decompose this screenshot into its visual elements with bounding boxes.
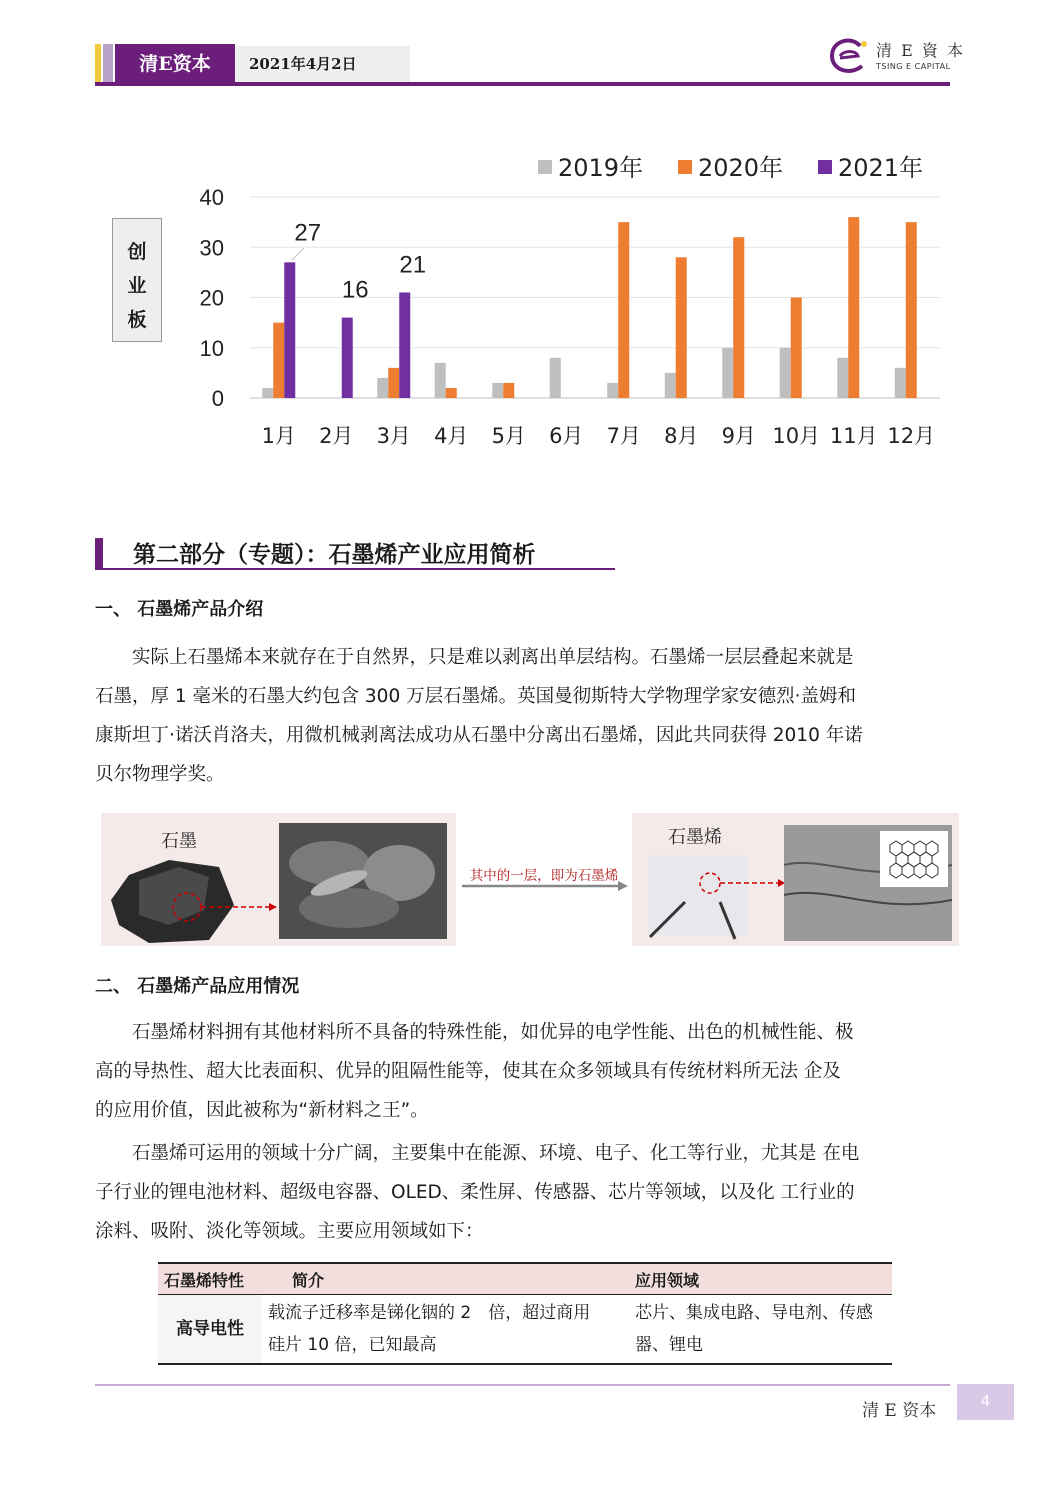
y-tick-label: 10	[199, 335, 224, 361]
y-tick-label: 40	[199, 185, 224, 210]
legend-label: 2019年	[558, 154, 644, 182]
paragraph-line: 石墨烯可运用的领域十分广阔，主要集中在能源、环境、电子、化工等行业，尤其是 在电	[132, 1143, 860, 1164]
section-marker	[95, 538, 103, 568]
table-header-intro: 简介	[262, 1263, 629, 1295]
subheading-applications: 二、 石墨烯产品应用情况	[95, 976, 300, 997]
bar	[388, 368, 399, 398]
table-header-fields: 应用领域	[629, 1263, 892, 1295]
bar	[837, 358, 848, 398]
x-tick-label: 2月	[319, 424, 354, 448]
x-tick-label: 9月	[721, 424, 756, 448]
page-number: 4	[957, 1384, 1014, 1420]
paragraph-line: 石墨烯材料拥有其他材料所不具备的特殊性能，如优异的电学性能、出色的机械性能、极	[132, 1022, 854, 1043]
header-accent-bar	[95, 44, 101, 84]
side-label-char: 业	[127, 275, 147, 297]
bar	[273, 323, 284, 398]
figure-label-graphite: 石墨	[161, 831, 197, 852]
bar	[791, 298, 802, 399]
bar	[342, 318, 353, 398]
graphene-tem-image	[784, 825, 952, 941]
bar	[722, 348, 733, 398]
header-brand: 清E资本	[115, 44, 235, 84]
bar	[446, 388, 457, 398]
x-tick-label: 7月	[606, 424, 641, 448]
bar	[399, 292, 410, 398]
applications-table	[158, 1262, 892, 1365]
bar	[492, 383, 503, 398]
logo-text-en: TSING E CAPITAL	[876, 62, 951, 71]
logo-e-icon	[826, 34, 870, 78]
x-tick-label: 4月	[434, 424, 469, 448]
x-tick-label: 12月	[887, 424, 936, 448]
x-tick-label: 5月	[491, 424, 526, 448]
figure-arrow-label: 其中的一层，即为石墨烯	[469, 868, 619, 884]
x-tick-label: 8月	[664, 424, 699, 448]
table-row	[158, 1295, 892, 1365]
data-label: 21	[399, 251, 427, 279]
table-cell-property: 高导电性	[158, 1295, 262, 1365]
paragraph-fields	[95, 1134, 957, 1251]
paragraph-line: 石墨，厚 1 毫米的石墨大约包含 300 万层石墨烯。英国曼彻斯特大学物理学家安德烈·盖姆和	[95, 686, 856, 707]
paragraph-line: 高的导热性、超大比表面积、优异的阻隔性能等，使其在众多领域具有传统材料所无法 企及	[95, 1061, 841, 1082]
chart-side-label	[112, 218, 162, 342]
bar	[848, 217, 859, 398]
data-label: 27	[294, 219, 322, 247]
bar	[377, 378, 388, 398]
footer-divider	[95, 1384, 950, 1386]
paragraph-properties	[95, 1013, 957, 1130]
table-cell-fields	[629, 1295, 892, 1365]
paragraph-line: 涂料、吸附、淡化等领域。主要应用领域如下：	[95, 1221, 484, 1242]
footer-brand: 清 E 资本	[862, 1401, 937, 1421]
table-cell-intro	[262, 1295, 629, 1365]
bar	[550, 358, 561, 398]
figure-graphite-panel	[101, 813, 456, 946]
data-label-leader	[292, 248, 304, 260]
legend-label: 2021年	[838, 154, 924, 182]
bar	[906, 222, 917, 398]
paragraph-line: 的应用价值，因此被称为“新材料之王”。	[95, 1100, 429, 1121]
cell-line: 器、锂电	[635, 1335, 703, 1355]
y-tick-label: 0	[211, 386, 224, 411]
legend-swatch	[538, 160, 552, 174]
side-label-char: 创	[127, 241, 147, 263]
header-date: 2021年4月2日	[235, 46, 410, 82]
paragraph-intro	[95, 638, 957, 794]
bar	[435, 363, 446, 398]
paragraph-line: 康斯坦丁·诺沃肖洛夫，用微机械剥离法成功从石墨中分离出石墨烯，因此共同获得 2010 年诺	[95, 725, 863, 746]
x-tick-label: 6月	[549, 424, 584, 448]
graphite-rock-image	[109, 855, 279, 945]
x-tick-label: 1月	[261, 424, 296, 448]
legend-swatch	[678, 160, 692, 174]
bar	[618, 222, 629, 398]
x-tick-label: 3月	[376, 424, 411, 448]
bar	[895, 368, 906, 398]
subheading-product-intro: 一、 石墨烯产品介绍	[95, 599, 264, 620]
figure-label-graphene: 石墨烯	[668, 827, 722, 848]
cell-line: 载流子迁移率是锑化铟的 2 倍，超过商用	[268, 1303, 591, 1323]
cell-line: 硅片 10 倍，已知最高	[268, 1335, 437, 1355]
legend-swatch	[818, 160, 832, 174]
x-tick-label: 11月	[829, 424, 878, 448]
side-label-char: 板	[127, 309, 147, 331]
bar	[284, 262, 295, 398]
bar-chart	[100, 140, 960, 460]
paragraph-line: 实际上石墨烯本来就存在于自然界，只是难以剥离出单层结构。石墨烯一层层叠起来就是	[132, 647, 854, 668]
paragraph-line: 贝尔物理学奖。	[95, 764, 225, 785]
bar	[780, 348, 791, 398]
bar	[503, 383, 514, 398]
bar	[607, 383, 618, 398]
header-accent-bar-light	[103, 44, 113, 84]
table-header-property: 石墨烯特性	[158, 1263, 262, 1295]
graphite-sem-image	[279, 823, 447, 939]
y-tick-label: 30	[199, 235, 224, 261]
figure-graphene-panel	[632, 813, 959, 946]
bar	[665, 373, 676, 398]
x-tick-label: 10月	[772, 424, 821, 448]
bar	[676, 257, 687, 398]
data-label: 16	[341, 276, 369, 304]
logo-text-cn: 清 E 資 本	[876, 41, 965, 60]
section-title: 第二部分（专题）：石墨烯产业应用简析	[133, 542, 536, 568]
graphene-tape-image	[640, 847, 785, 943]
cell-line: 芯片、集成电路、导电剂、传感	[635, 1303, 873, 1323]
paragraph-line: 子行业的锂电池材料、超级电容器、OLED、柔性屏、传感器、芯片等领域，以及化 工行业的	[95, 1182, 855, 1203]
table-header-row	[158, 1263, 892, 1295]
bar	[733, 237, 744, 398]
y-tick-label: 20	[199, 285, 224, 311]
bar	[262, 388, 273, 398]
legend-label: 2020年	[698, 154, 784, 182]
section-underline	[95, 568, 615, 570]
header-divider	[95, 82, 950, 86]
